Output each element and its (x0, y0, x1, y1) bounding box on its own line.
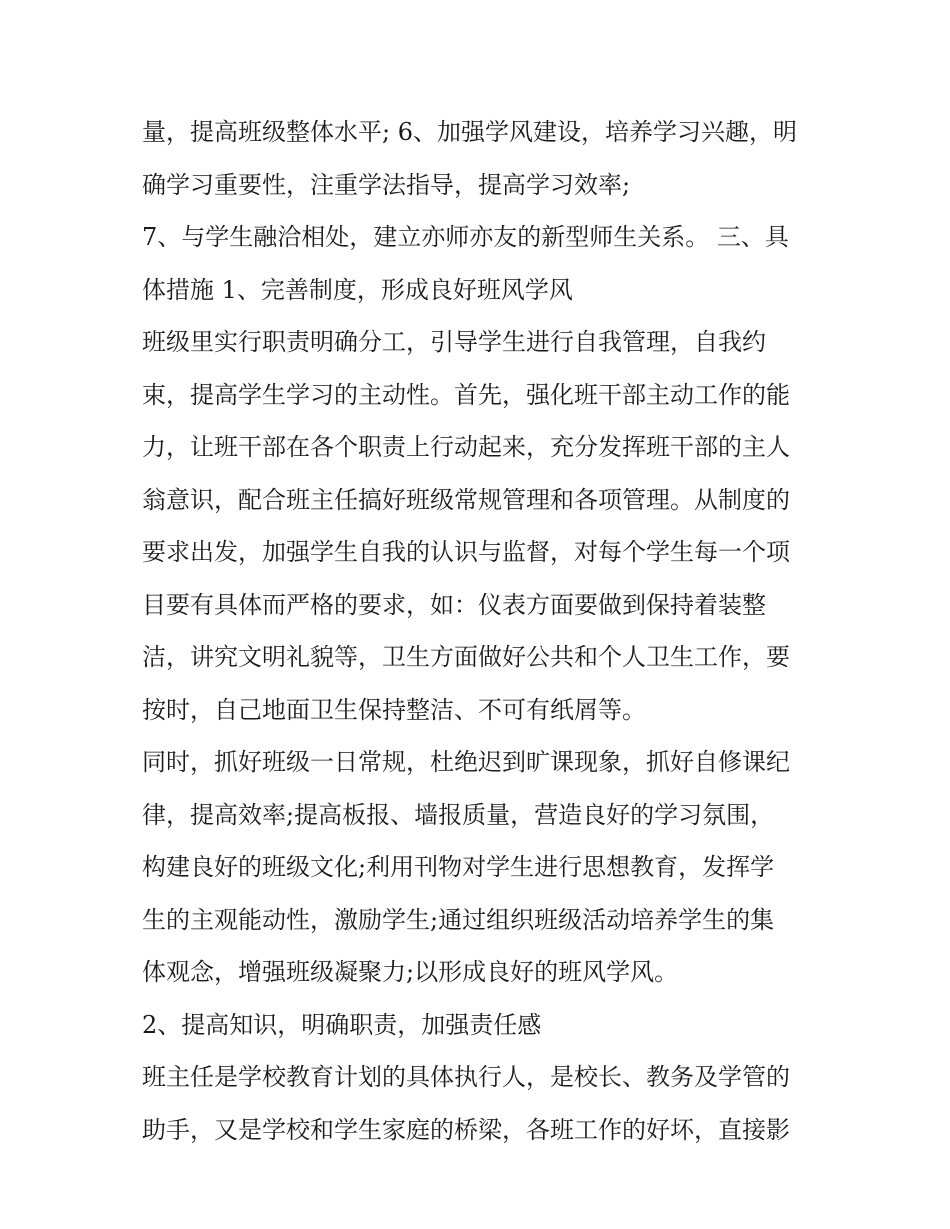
text-line: 量，提高班级整体水平; 6、加强学风建设，培养学习兴趣，明 (142, 118, 797, 146)
text-line: 7、与学生融洽相处，建立亦师亦友的新型师生关系。 三、具 (142, 223, 789, 251)
text-line: 束，提高学生学习的主动性。首先，强化班干部主动工作的能 (142, 380, 790, 409)
text-line: 目要有具体而严格的要求，如：仪表方面要做到保持着装整 (142, 590, 766, 619)
text-line: 体措施 1、完善制度，形成良好班风学风 (142, 275, 573, 304)
text-line: 班主任是学校教育计划的具体执行人，是校长、教务及学管的 (142, 1063, 790, 1091)
text-line: 律，提高效率;提高板报、墙报质量，营造良好的学习氛围， (142, 800, 775, 829)
text-line: 构建良好的班级文化;利用刊物对学生进行思想教育，发挥学 (142, 853, 775, 881)
text-line: 助手，又是学校和学生家庭的桥梁，各班工作的好坏，直接影 (142, 1115, 790, 1144)
text-line: 翁意识，配合班主任搞好班级常规管理和各项管理。从制度的 (142, 485, 790, 514)
body-text (142, 106, 822, 1156)
text-line: 生的主观能动性，激励学生;通过组织班级活动培养学生的集 (142, 905, 775, 934)
text-line: 2、提高知识，明确职责，加强责任感 (142, 1010, 542, 1039)
text-line: 要求出发，加强学生自我的认识与监督，对每个学生每一个项 (142, 538, 790, 566)
text-line: 力，让班干部在各个职责上行动起来，充分发挥班干部的主人 (142, 433, 790, 461)
text-line: 同时，抓好班级一日常规，杜绝迟到旷课现象，抓好自修课纪 (142, 748, 790, 776)
text-line: 体观念，增强班级凝聚力;以形成良好的班风学风。 (142, 958, 679, 986)
text-line: 确学习重要性，注重学法指导，提高学习效率; (142, 170, 631, 199)
text-line: 洁，讲究文明礼貌等，卫生方面做好公共和个人卫生工作，要 (142, 643, 790, 671)
text-line: 班级里实行职责明确分工，引导学生进行自我管理，自我约 (142, 328, 766, 356)
text-line: 按时，自己地面卫生保持整洁、不可有纸屑等。 (142, 695, 646, 724)
